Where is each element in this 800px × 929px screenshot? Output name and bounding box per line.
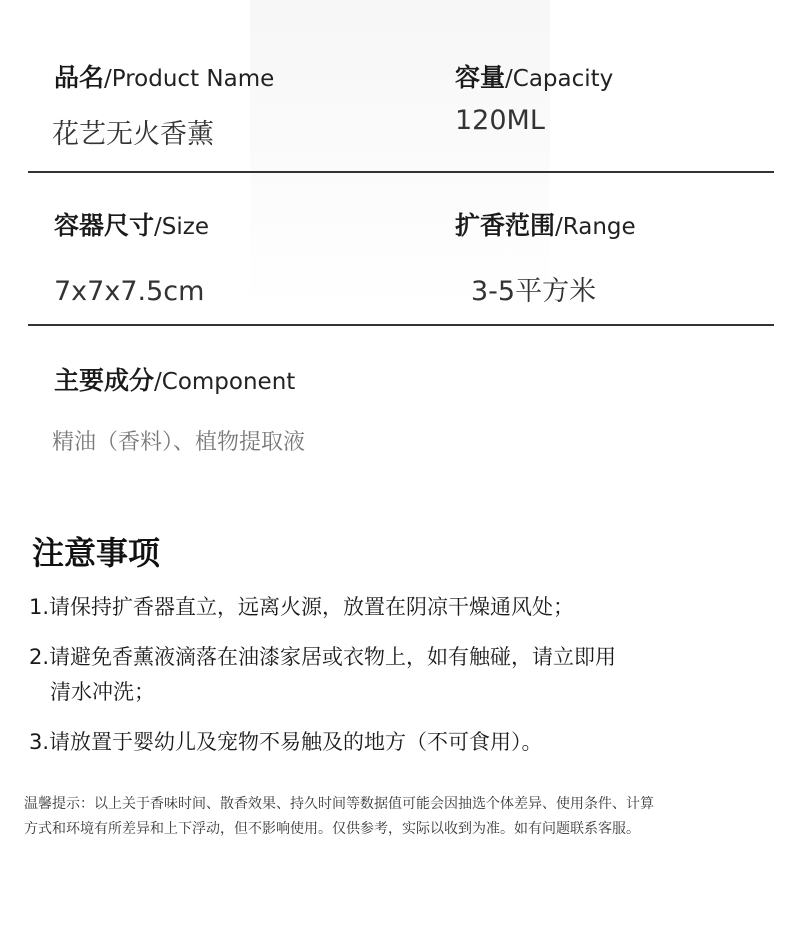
note-item: 1.请保持扩香器直立，远离火源，放置在阴凉干燥通风处； [29, 595, 575, 619]
range-value: 3-5平方米 [471, 276, 597, 307]
product-name-value: 花艺无火香薰 [52, 119, 214, 150]
divider [28, 324, 774, 326]
size-label: 容器尺寸/Size [54, 211, 209, 240]
capacity-label: 容量/Capacity [455, 63, 614, 92]
note-item-continuation: 清水冲洗； [50, 680, 155, 704]
component-label: 主要成分/Component [54, 366, 296, 395]
tip-text [24, 792, 784, 842]
component-value: 精油（香料）、植物提取液 [52, 430, 306, 455]
tip-line: 温馨提示：以上关于香味时间、散香效果、持久时间等数据值可能会因抽选个体差异、使用条件、计算 [24, 796, 654, 812]
size-value: 7x7x7.5cm [54, 276, 205, 307]
tip-line: 方式和环境有所差异和上下浮动，但不影响使用。仅供参考，实际以收到为准。如有问题联系客服。 [24, 821, 640, 837]
range-label: 扩香范围/Range [455, 211, 636, 240]
divider [28, 171, 774, 173]
note-item: 3.请放置于婴幼儿及宠物不易触及的地方（不可食用）。 [29, 730, 543, 754]
background-glow [250, 0, 550, 310]
notes-title: 注意事项 [32, 534, 161, 572]
capacity-value: 120ML [455, 105, 545, 136]
product-name-label: 品名/Product Name [54, 63, 275, 92]
note-item: 2.请避免香薰液滴落在油漆家居或衣物上，如有触碰，请立即用 [29, 645, 617, 669]
